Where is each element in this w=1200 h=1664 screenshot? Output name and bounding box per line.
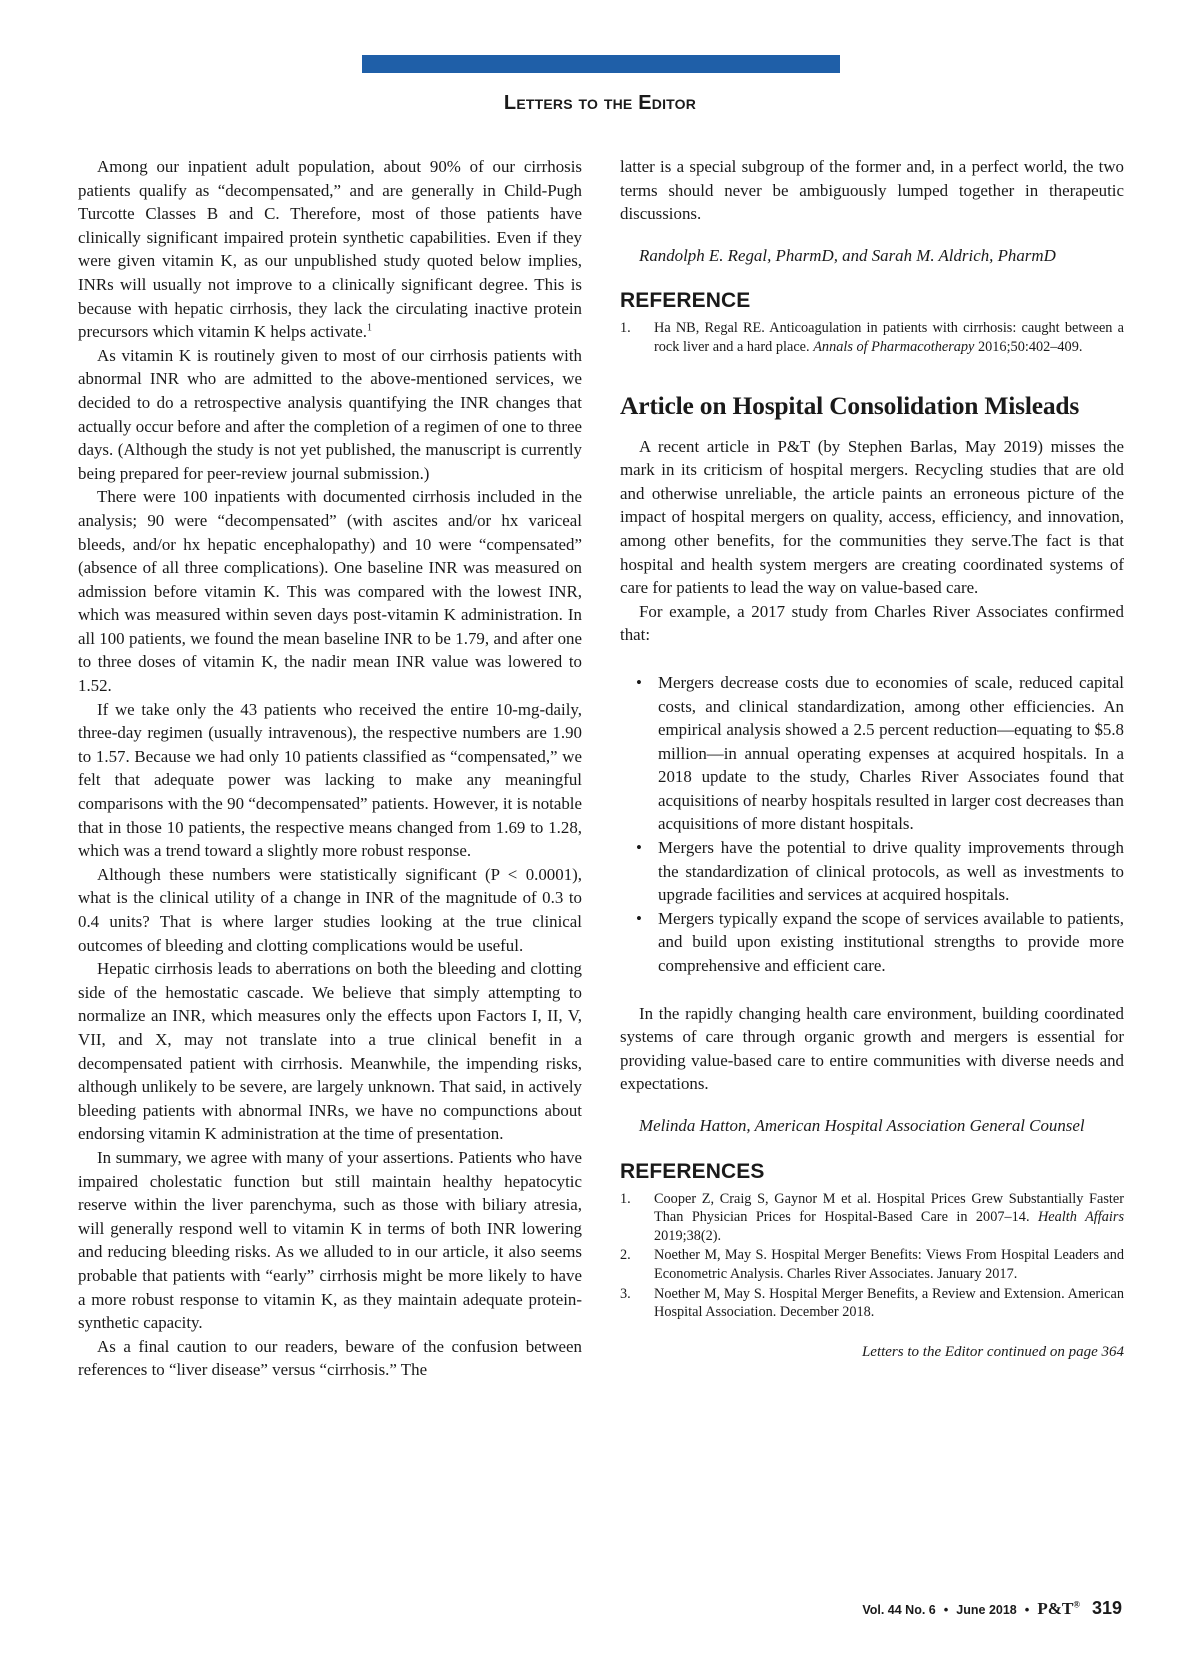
article-closing: In the rapidly changing health care environment, building coordinated systems of care through organic growth and mergers is essential for providing value-based care to entire communities with diverse needs and expectations. bbox=[620, 1003, 1124, 1094]
header-color-bar bbox=[362, 55, 840, 73]
footer-separator: • bbox=[943, 1602, 949, 1617]
bullet-icon: • bbox=[636, 672, 642, 692]
left-paragraph-8: As a final caution to our readers, beware of the confusion between references to “liver disease” versus “cirrhosis.” The bbox=[78, 1336, 582, 1380]
section-heading: Letters to the Editor bbox=[503, 92, 697, 114]
reference-item: 1. Cooper Z, Craig S, Gaynor M et al. Hospital Prices Grew Substantially Faster Than Physician Prices for Hospital-Based Care in 2007–14. Health Affairs 2019;38(2). bbox=[620, 1190, 1125, 1244]
page-number: 319 bbox=[1091, 1598, 1122, 1618]
footer-volume: Vol. 44 No. 6 bbox=[862, 1603, 936, 1617]
article-title: Article on Hospital Consolidation Misleads bbox=[620, 390, 1080, 420]
left-paragraph-4: If we take only the 43 patients who received the entire 10-mg-daily, three-day regimen (usually intravenous), the respective numbers are 1.90 to 1.57. Because we had only 10 patients classified as “compensated,” we felt that adequate power was lacking to make any meaningful comparisons with the 90 “decompensated” patients. However, it is notable that in those 10 patients, the respective means changed from 1.69 to 1.28, which was a trend toward a slightly more robust response. bbox=[78, 699, 582, 861]
bullet-item: • Mergers have the potential to drive quality improvements through the standardization of clinical protocols, as well as investments to upgrade facilities and services at acquired hospitals. bbox=[620, 836, 1124, 907]
left-column bbox=[78, 155, 582, 1382]
continued-note: Letters to the Editor continued on page 364 bbox=[861, 1343, 1124, 1360]
left-paragraph-7: In summary, we agree with many of your assertions. Patients who have impaired cholestatic function but still maintain healthy hepatocytic reserve within the liver parenchyma, such as those with biliary atresia, will generally respond well to vitamin K in terms of both INR lowering and reducing bleeding risks. As we alluded to in our article, it also seems probable that patients with “early” cirrhosis might be more likely to have a more robust response to vitamin K, as they maintain adequate protein-synthetic capacity. bbox=[78, 1147, 582, 1333]
reference-list-article bbox=[620, 1190, 1124, 1322]
article-paragraph-2: For example, a 2017 study from Charles River Associates confirmed that: bbox=[620, 601, 1124, 645]
bullet-icon: • bbox=[636, 838, 642, 858]
references-heading: REFERENCES bbox=[620, 1159, 765, 1183]
reference-text: Ha NB, Regal RE. Anticoagulation in patients with cirrhosis: caught between a rock liver and a hard place. Annals of Pharmacotherapy 2016;50:402–409. bbox=[654, 320, 1124, 355]
left-paragraph-5: Although these numbers were statistically significant (P < 0.0001), what is the clinical utility of a change in INR of the magnitude of 0.3 to 0.4 units? That is where larger studies looking at the true clinical outcomes of bleeding and clotting complications would be useful. bbox=[78, 864, 582, 955]
left-paragraph-1: Among our inpatient adult population, about 90% of our cirrhosis patients qualify as “decompensated,” and are generally in Child-Pugh Turcotte Classes B and C. Therefore, most of those patients have clinically significant impaired protein synthetic capabilities. Even if they were given vitamin K, as our unpublished study quoted below implies, INRs will usually not improve to a clinically significant degree. This is because with hepatic cirrhosis, they lack the circulating inactive protein precursors which vitamin K helps activate.$^1$ bbox=[78, 157, 582, 342]
right-column bbox=[620, 155, 1124, 1361]
left-paragraph-3: There were 100 inpatients with documented cirrhosis included in the analysis; 90 were “decompensated” (with ascites and/or hx variceal bleeds, and/or hx hepatic encephalopathy) and 10 were “compensated” (absence of all three complications). One baseline INR was measured on admission before vitamin K. This was compared with the lowest INR, which was measured within seven days post-vitamin K administration. In all 100 patients, we found the mean baseline INR to be 1.79, and after one to three doses of vitamin K, the nadir mean INR value was lowered to 1.52. bbox=[78, 487, 582, 696]
page-footer bbox=[862, 1598, 1122, 1619]
reference-heading: REFERENCE bbox=[620, 289, 751, 313]
article-paragraph-1: A recent article in P&T (by Stephen Barlas, May 2019) misses the mark in its criticism of hospital mergers. Recycling studies that are old and otherwise unreliable, the article paints an erroneous picture of the impact of hospital mergers on quality, access, efficiency, and innovation, among other benefits, for the communities they serve.The fact is that hospital and health system mergers are creating coordinated systems of care for patients to lead the way on value-based care. bbox=[620, 436, 1124, 598]
reference-item: 3. Noether M, May S. Hospital Merger Benefits, a Review and Extension. American Hospital Association. December 2018. bbox=[620, 1285, 1124, 1321]
signature-hatton: Melinda Hatton, American Hospital Association General Counsel bbox=[639, 1116, 1085, 1135]
bullet-list bbox=[620, 671, 1124, 978]
footer-date: June 2018 bbox=[956, 1603, 1017, 1617]
letter-continuation: latter is a special subgroup of the former and, in a perfect world, the two terms should never be ambiguously lumped together in therapeutic discussions. bbox=[620, 157, 1124, 224]
bullet-item: • Mergers decrease costs due to economies of scale, reduced capital costs, and clinical standardization, among other efficiencies. An empirical analysis showed a 2.5 percent reduction—equating to $5.8 million—in annual operating expenses at acquired hospitals. In a 2018 update to the study, Charles River Associates found that acquisitions of nearby hospitals resulted in larger cost decreases than acquisitions of more distant hospitals. bbox=[620, 671, 1124, 836]
left-paragraph-6: Hepatic cirrhosis leads to aberrations on both the bleeding and clotting side of the hemostatic cascade. We believe that simply attempting to normalize an INR, which measures only the effects upon Factors I, II, V, VII, and X, may not translate into a true clinical benefit in a decompensated patient with cirrhosis. Meanwhile, the impending risks, although unlikely to be severe, are largely unknown. That said, in actively bleeding patients with abnormal INRs, we have no compunctions about endorsing vitamin K administration at the time of presentation. bbox=[78, 959, 582, 1144]
footer-separator: • bbox=[1024, 1602, 1030, 1617]
signature-regal-aldrich: Randolph E. Regal, PharmD, and Sarah M. Aldrich, PharmD bbox=[639, 245, 1056, 265]
footer-journal: P&T® bbox=[1037, 1599, 1080, 1618]
reference-item: 2. Noether M, May S. Hospital Merger Benefits: Views From Hospital Leaders and Econometric Analysis. Charles River Associates. January 2017. bbox=[620, 1247, 1124, 1282]
reference-number: 1. bbox=[620, 320, 631, 337]
bullet-item: • Mergers typically expand the scope of services available to patients, and build upon existing institutional strengths to provide more comprehensive and efficient care. bbox=[620, 907, 1124, 978]
reference-list-letter-1 bbox=[620, 319, 1124, 356]
citation-superscript: 1 bbox=[366, 322, 372, 334]
reference-item bbox=[620, 319, 1124, 356]
bullet-icon: • bbox=[636, 908, 642, 928]
left-paragraph-2: As vitamin K is routinely given to most of our cirrhosis patients with abnormal INR who are admitted to the above-mentioned services, we decided to do a retrospective analysis quantifying the INR changes that actually occur before and after the completion of a regimen of one to three days. (Although the study is not yet published, the manuscript is currently being prepared for peer-review journal submission.) bbox=[78, 345, 582, 483]
